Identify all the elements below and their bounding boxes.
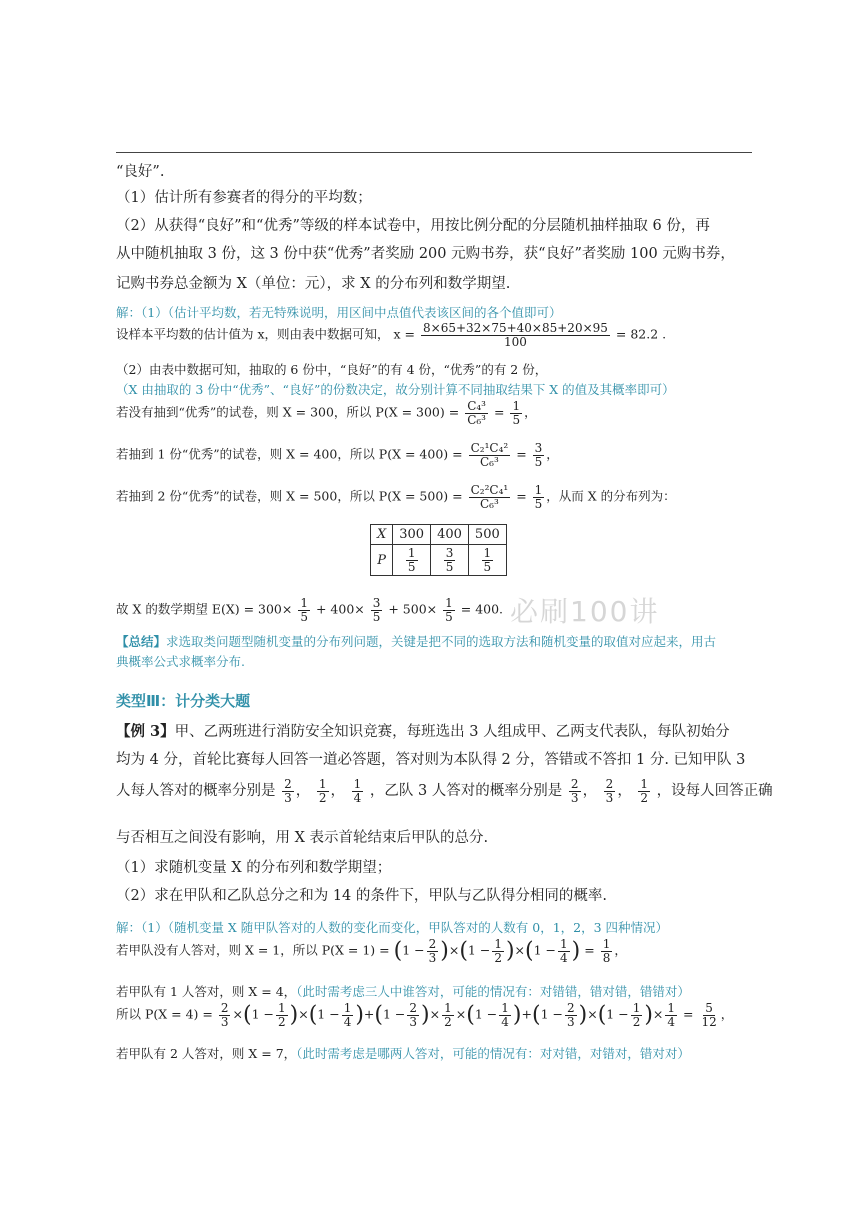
case0-text: 若没有抽到“优秀”的试卷，则 X = 300，所以 P(X = 300) = [116, 404, 460, 420]
table-prob [444, 547, 456, 573]
mean-text: 设样本平均数的估计值为 x，则由表中数据可知， [116, 326, 390, 342]
mean-result: = 82.2 . [615, 326, 667, 342]
one-result [699, 1002, 718, 1028]
ex3-text-3b: ，乙队 3 人答对的概率分别是 [369, 783, 563, 800]
exp-frac-den: 5 [300, 609, 308, 624]
part2-hint: （X 由抽取的 3 份中“优秀”、“良好”的份数决定，故分别计算不同抽取结果下 X 的值及其概率即可） [116, 382, 675, 397]
ex3-text-1: 甲、乙两班进行消防安全知识竞赛，每班选出 3 人组成甲、乙两支代表队，每队初始分 [174, 724, 730, 740]
summary-line-1 [116, 632, 716, 650]
case2-line [116, 484, 676, 510]
exp-frac-num: 1 [445, 596, 453, 610]
ex3-frac-num: 2 [284, 777, 292, 791]
watermark: 必刷100讲 [510, 595, 660, 628]
ex3-frac [352, 778, 364, 804]
case0-prob-den: 5 [512, 412, 521, 427]
solution-label: 解：（1） [116, 305, 168, 320]
ex3-solution-hint: （随机变量 X 随甲队答对的人数的变化而变化，甲队答对的人数有 0，1，2，3 四种情况） [167, 920, 669, 935]
mean-numerator: 8×65+32×75+40×85+20×95 [423, 321, 608, 335]
mean-denominator: 100 [504, 334, 527, 349]
case1-prob-den: 5 [534, 454, 543, 469]
ex3-frac [317, 778, 329, 804]
one-hint: （此时需考虑三人中谁答对，可能的情况有：对错错，错对错，错错对） [296, 984, 690, 999]
exp-frac-3 [443, 597, 455, 623]
none-correct-line: 若甲队没有人答对，则 X = 1，所以 P(X = 1) = (1 − $\frac{2}{3}$ )×(1 − $\frac{1}{2}$ )×(1 − $\frac{1}{4}$ ) = $\frac{1}{8}$ ， [116, 937, 627, 965]
distribution-table [370, 524, 507, 576]
case1-line: 若抽到 1 份“优秀”的试卷，则 X = 400，所以 P(X = 400) = $\frac{\text{C₂¹C₄²}}{\text{C₆³}}$ = $\frac{3}{5}$ ， [116, 441, 559, 469]
ex2-question-1: （1）估计所有参赛者的得分的平均数； [116, 190, 372, 206]
part2-text: （2）由表中数据可知，抽取的 6 份中，“良好”的有 4 份，“优秀”的有 2 份， [116, 362, 548, 377]
ex3-frac-num: 2 [605, 777, 614, 791]
none-result [601, 938, 613, 964]
table-prob-num: 1 [407, 546, 416, 560]
ex3-text-3a: 人每人答对的概率分别是 [116, 783, 276, 800]
header-text: “良好”. [116, 164, 165, 180]
table-row [371, 525, 507, 545]
case2-eq: = [516, 488, 527, 504]
exp-frac-num: 1 [300, 596, 308, 610]
one-result-num: 5 [705, 1001, 713, 1015]
one-formula-lead: 所以 P(X = 4) = [116, 1006, 213, 1022]
ex3-frac-den: 2 [640, 790, 649, 805]
ex3-text-3c: ，设每人回答正确 [656, 783, 773, 800]
ex3-line-2: 均为 4 分，首轮比赛每人回答一道必答题，答对则为本队得 2 分，答错或不答扣 1 分. 已知甲队 3 [116, 752, 746, 768]
case1-den: C₆³ [479, 454, 499, 469]
ex3-line-3: 人每人答对的概率分别是 $\frac{2}{3}$ ， $\frac{1}{2}$ ， $\frac{1}{4}$ ，乙队 3 人答对的概率分别是 $\frac{2}{3}$ ， $\frac{2}{3}$ ， $\frac{1}{2}$ ，设每人回答正确 [116, 777, 773, 805]
case2-prob-den: 5 [534, 496, 543, 511]
table-prob-den: 5 [483, 559, 492, 574]
ex3-frac-num: 1 [318, 777, 327, 791]
table-cell: 500 [468, 525, 506, 545]
two-correct-line [116, 1044, 690, 1062]
case1-eq: = [516, 446, 527, 462]
mean-lhs: x = [393, 326, 416, 342]
case1-num: C₂¹C₄² [470, 441, 509, 455]
ex3-frac-num: 1 [353, 777, 362, 791]
ex3-frac-den: 4 [353, 790, 362, 805]
ex2-question-2-line-3: 记购书券总金额为 X（单位：元），求 X 的分布列和数学期望. [116, 276, 511, 292]
exp-mid-1: + 400× [315, 601, 365, 617]
table-cell: X [371, 525, 393, 545]
ex3-frac [282, 778, 294, 804]
table-cell [468, 545, 506, 576]
case0-line: 若没有抽到“优秀”的试卷，则 X = 300，所以 P(X = 300) = $\frac{\text{C₄³}}{\text{C₆³}}$ = $\frac{1}{5}$ ， [116, 399, 537, 427]
one-text: 若甲队有 1 人答对，则 X = 4， [116, 984, 297, 999]
ex3-frac-den: 2 [318, 790, 327, 805]
case0-eq: = [493, 404, 505, 420]
mean-line [116, 322, 666, 348]
ex3-frac-den: 3 [284, 790, 292, 805]
top-divider [116, 152, 752, 153]
table-prob-num: 1 [483, 546, 492, 560]
summary-label: 【总结】 [116, 634, 167, 649]
table-prob [406, 547, 418, 573]
solution-hint: （估计平均数，若无特殊说明，用区间中点值代表该区间的各个值即可） [167, 305, 562, 320]
case2-num: C₂²C₄¹ [470, 483, 509, 497]
exp-frac-2 [371, 597, 383, 623]
table-cell: 400 [431, 525, 469, 545]
table-prob-den: 5 [407, 559, 416, 574]
two-text: 若甲队有 2 人答对，则 X = 7， [116, 1046, 297, 1061]
exp-mid-2: + 500× [388, 601, 438, 617]
case2-prob [533, 484, 545, 510]
ex2-question-2-line-2: 从中随机抽取 3 份，这 3 份中获“优秀”者奖励 200 元购书券，获“良好”者奖励 100 元购书券， [116, 246, 735, 262]
exp-frac-den: 5 [372, 609, 381, 624]
table-prob-den: 5 [445, 559, 454, 574]
case2-text: 若抽到 2 份“优秀”的试卷，则 X = 500，所以 P(X = 500) = [116, 488, 463, 504]
ex2-solution-start [116, 303, 561, 321]
case1-combination [469, 442, 511, 468]
ex3-frac [638, 778, 650, 804]
ex3-question-2: （2）求在甲队和乙队总分之和为 14 的条件下，甲队与乙队得分相同的概率. [116, 888, 608, 904]
summary-text-1: 求选取类问题型随机变量的分布列问题，关键是把不同的选取方法和随机变量的取值对应起来，用古 [166, 634, 717, 649]
ex3-solution-start [116, 918, 668, 936]
case0-num: C₄³ [467, 399, 486, 413]
case0-prob-num: 1 [512, 399, 521, 413]
ex3-frac-den: 3 [605, 790, 614, 805]
none-eq: = [584, 942, 595, 958]
expectation-line [116, 597, 503, 623]
table-prob-num: 3 [445, 546, 454, 560]
table-cell: P [371, 545, 393, 576]
ex3-question-1: （1）求随机变量 X 的分布列和数学期望； [116, 860, 392, 876]
ex3-frac-num: 1 [640, 777, 649, 791]
exp-text: 故 X 的数学期望 E(X) = 300× [116, 601, 293, 617]
ex3-frac [569, 778, 581, 804]
none-result-den: 8 [602, 950, 611, 965]
table-cell: 300 [393, 525, 431, 545]
ex3-line-1 [116, 720, 730, 741]
case1-prob [533, 442, 545, 468]
none-result-num: 1 [602, 937, 611, 951]
case2-prob-num: 1 [534, 483, 543, 497]
one-result-den: 12 [701, 1014, 717, 1029]
summary-line-2: 典概率公式求概率分布. [116, 654, 245, 669]
case0-combination [465, 400, 488, 426]
ex2-question-2-line-1: （2）从获得“良好”和“优秀”等级的样本试卷中，用按比例分配的分层随机抽样抽取 6 份，再 [116, 218, 710, 234]
case2-den: C₆³ [479, 496, 499, 511]
case1-prob-num: 3 [534, 441, 543, 455]
exp-end: = 400. [460, 601, 504, 617]
ex3-frac [604, 778, 616, 804]
exp-frac-num: 3 [372, 596, 381, 610]
mean-fraction [421, 322, 610, 348]
case0-den: C₆³ [467, 412, 486, 427]
table-cell [393, 545, 431, 576]
one-correct-line [116, 982, 690, 1000]
two-hint: （此时需考虑是哪两人答对，可能的情况有：对对错，对错对，错对对） [296, 1046, 690, 1061]
ex3-frac-num: 2 [570, 777, 579, 791]
section-title: 类型Ⅲ：计分类大题 [116, 692, 251, 710]
one-correct-formula: 所以 P(X = 4) = $\frac{2}{3}$ ×(1 − $\frac{1}{2}$ )×(1 − $\frac{1}{4}$ )+(1 − $\frac{2}{3}$ )× $\frac{1}{2}$ ×(1 − $\frac{1}{4}$ )+(1 − $\frac{2}{3}$ )×(1 − $\frac{1}{2}$ )× $\frac{1}{4}$ = $\frac{5}{12}$ ， [116, 1001, 734, 1029]
ex3-label: 【例 3】 [116, 723, 175, 740]
table-cell [431, 545, 469, 576]
case2-combination [469, 484, 511, 510]
ex3-solution-label: 解：（1） [116, 920, 168, 935]
table-row [371, 545, 507, 576]
ex3-frac-den: 3 [570, 790, 579, 805]
case2-tail: ，从而 X 的分布列为： [546, 488, 676, 504]
case0-prob [510, 400, 522, 426]
exp-frac-den: 5 [445, 609, 453, 624]
exp-frac-1 [298, 597, 310, 623]
table-prob [482, 547, 494, 573]
none-text: 若甲队没有人答对，则 X = 1，所以 P(X = 1) = [116, 942, 390, 958]
case1-text: 若抽到 1 份“优秀”的试卷，则 X = 400，所以 P(X = 400) = [116, 446, 463, 462]
ex3-line-4: 与否相互之间没有影响，用 X 表示首轮结束后甲队的总分. [116, 830, 489, 846]
